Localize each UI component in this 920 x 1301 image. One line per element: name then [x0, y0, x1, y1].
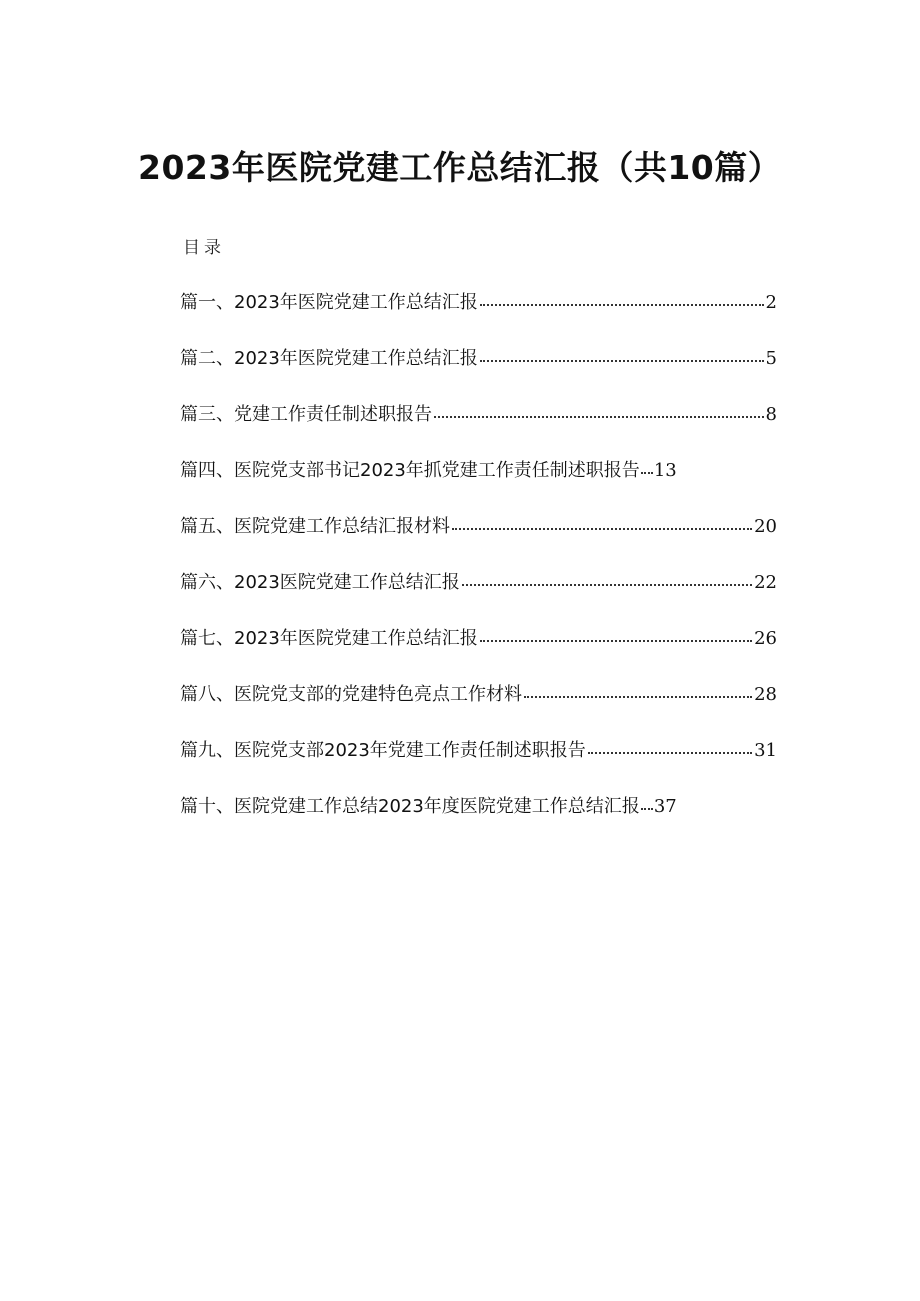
toc-entry-title: 篇六、2023医院党建工作总结汇报 — [180, 572, 460, 593]
toc-entry-title: 篇十、医院党建工作总结2023年度医院党建工作总结汇报 — [180, 796, 640, 817]
toc-entry-title: 篇一、2023年医院党建工作总结汇报 — [180, 292, 478, 313]
document-title: 2023年医院党建工作总结汇报（共10篇） — [138, 148, 782, 187]
toc-entry-title: 篇五、医院党建工作总结汇报材料 — [180, 516, 450, 537]
toc-entry-page: 26 — [754, 628, 777, 649]
toc-leader-dots — [480, 622, 752, 642]
toc-entry-page: 20 — [754, 516, 777, 537]
toc-entry-title: 篇八、医院党支部的党建特色亮点工作材料 — [180, 684, 522, 705]
toc-entry-page: 2 — [765, 292, 777, 313]
toc-entry-title: 篇二、2023年医院党建工作总结汇报 — [180, 348, 478, 369]
toc-leader-dots — [462, 566, 752, 586]
toc-entry-page: 5 — [765, 348, 777, 369]
toc-leader-dots — [434, 398, 764, 418]
toc-entry[interactable] — [180, 456, 777, 512]
table-of-contents — [180, 288, 777, 848]
toc-entry[interactable] — [180, 344, 777, 400]
toc-entry[interactable] — [180, 680, 777, 736]
toc-entry[interactable] — [180, 512, 777, 568]
toc-entry[interactable] — [180, 568, 777, 624]
toc-entry-title: 篇七、2023年医院党建工作总结汇报 — [180, 628, 478, 649]
toc-entry-page: 28 — [754, 684, 777, 705]
toc-heading: 目录 — [183, 238, 225, 258]
toc-leader-dots — [480, 342, 764, 362]
toc-leader-dots — [641, 454, 653, 474]
toc-entry-page: 8 — [765, 404, 777, 425]
toc-entry-title: 篇三、党建工作责任制述职报告 — [180, 404, 432, 425]
toc-leader-dots — [452, 510, 752, 530]
toc-leader-dots — [480, 286, 764, 306]
toc-entry[interactable] — [180, 792, 777, 848]
toc-entry-page: 31 — [754, 740, 777, 761]
toc-leader-dots — [641, 790, 653, 810]
toc-entry[interactable] — [180, 736, 777, 792]
toc-entry[interactable] — [180, 624, 777, 680]
toc-entry-page: 13 — [653, 460, 677, 481]
toc-entry-page: 22 — [754, 572, 777, 593]
toc-entry-title: 篇九、医院党支部2023年党建工作责任制述职报告 — [180, 740, 586, 761]
toc-leader-dots — [588, 734, 752, 754]
toc-leader-dots — [524, 678, 752, 698]
toc-entry-title: 篇四、医院党支部书记2023年抓党建工作责任制述职报告 — [180, 460, 640, 481]
toc-entry[interactable] — [180, 400, 777, 456]
toc-entry-page: 37 — [653, 796, 677, 817]
toc-entry[interactable] — [180, 288, 777, 344]
